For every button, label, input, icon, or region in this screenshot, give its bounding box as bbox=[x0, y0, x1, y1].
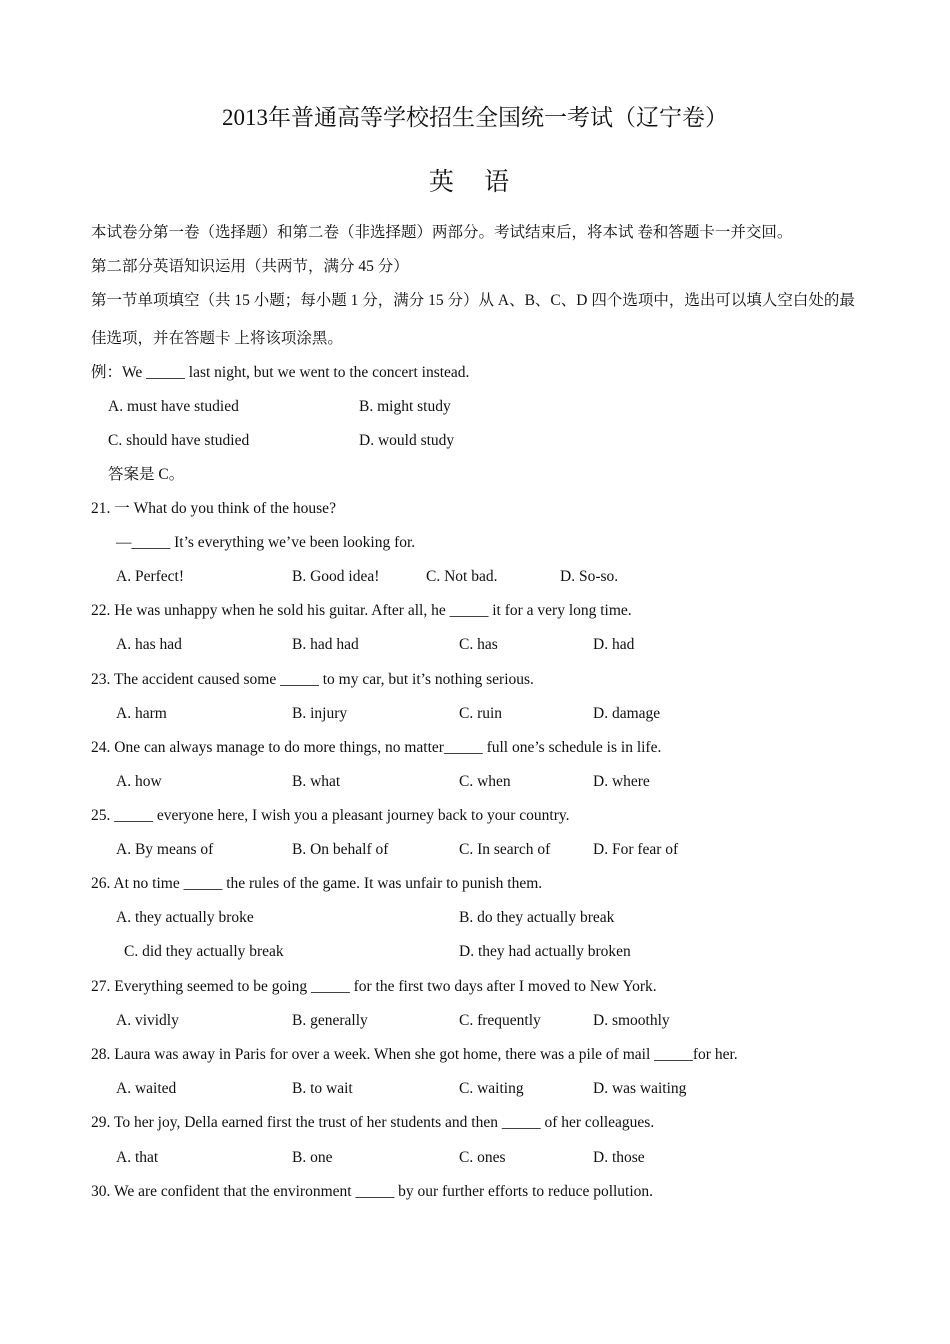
intro-line-3: 第一节单项填空（共 15 小题；每小题 1 分，满分 15 分）从 A、B、C、D 四个选项中，选出可以填人空白处的最 bbox=[91, 292, 855, 309]
example-answer: 答案是 C。 bbox=[108, 466, 185, 483]
question-29-option-a: A. that bbox=[116, 1149, 159, 1166]
question-23-option-d: D. damage bbox=[593, 705, 661, 722]
question-24-option-a: A. how bbox=[116, 773, 162, 790]
question-26-stem: 26. At no time _____ the rules of the game. It was unfair to punish them. bbox=[91, 875, 543, 892]
question-21-stem-2: —_____ It’s everything we’ve been looking for. bbox=[116, 534, 416, 551]
question-26-option-c: C. did they actually break bbox=[124, 943, 284, 960]
question-27-option-a: A. vividly bbox=[116, 1012, 179, 1029]
question-25-option-c: C. In search of bbox=[459, 841, 551, 858]
example-option-b: B. might study bbox=[359, 398, 451, 415]
question-29-option-c: C. ones bbox=[459, 1149, 506, 1166]
question-22-option-b: B. had had bbox=[292, 636, 359, 653]
question-24-stem: 24. One can always manage to do more things, no matter_____ full one’s schedule is in life. bbox=[91, 739, 662, 756]
question-21-option-b: B. Good idea! bbox=[292, 568, 380, 585]
question-23-option-a: A. harm bbox=[116, 705, 167, 722]
question-25-option-b: B. On behalf of bbox=[292, 841, 389, 858]
question-27-option-c: C. frequently bbox=[459, 1012, 541, 1029]
question-25-stem: 25. _____ everyone here, I wish you a pleasant journey back to your country. bbox=[91, 807, 570, 824]
question-24-option-d: D. where bbox=[593, 773, 650, 790]
question-23-stem: 23. The accident caused some _____ to my car, but it’s nothing serious. bbox=[91, 671, 534, 688]
question-26-option-a: A. they actually broke bbox=[116, 909, 254, 926]
question-25-option-d: D. For fear of bbox=[593, 841, 679, 858]
question-30-stem: 30. We are confident that the environment _____ by our further efforts to reduce pollution. bbox=[91, 1183, 654, 1200]
question-24-option-c: C. when bbox=[459, 773, 511, 790]
question-27-option-d: D. smoothly bbox=[593, 1012, 670, 1029]
example-option-c: C. should have studied bbox=[108, 432, 250, 449]
question-27-stem: 27. Everything seemed to be going _____ for the first two days after I moved to New York. bbox=[91, 978, 657, 995]
question-23-option-b: B. injury bbox=[292, 705, 348, 722]
intro-line-1: 本试卷分第一卷（选择题）和第二卷（非选择题）两部分。考试结束后，将本试 卷和答题卡一并交回。 bbox=[91, 224, 793, 241]
question-22-option-d: D. had bbox=[593, 636, 635, 653]
question-29-option-d: D. those bbox=[593, 1149, 645, 1166]
example-option-d: D. would study bbox=[359, 432, 455, 449]
example-stem: 例：We _____ last night, but we went to the concert instead. bbox=[91, 364, 470, 381]
question-21-option-d: D. So-so. bbox=[560, 568, 619, 585]
question-23-option-c: C. ruin bbox=[459, 705, 503, 722]
question-26-option-d: D. they had actually broken bbox=[459, 943, 631, 960]
question-28-stem: 28. Laura was away in Paris for over a week. When she got home, there was a pile of mail _____for her. bbox=[91, 1046, 738, 1063]
question-28-option-d: D. was waiting bbox=[593, 1080, 687, 1097]
question-22-stem: 22. He was unhappy when he sold his guitar. After all, he _____ it for a very long time. bbox=[91, 602, 632, 619]
question-28-option-c: C. waiting bbox=[459, 1080, 524, 1097]
intro-line-4: 佳选项，并在答题卡 上将该项涂黑。 bbox=[91, 330, 343, 347]
intro-line-2: 第二部分英语知识运用（共两节，满分 45 分） bbox=[91, 258, 409, 275]
question-25-option-a: A. By means of bbox=[116, 841, 214, 858]
question-29-option-b: B. one bbox=[292, 1149, 333, 1166]
question-22-option-a: A. has had bbox=[116, 636, 182, 653]
exam-title: 2013年普通高等学校招生全国统一考试（辽宁卷） bbox=[222, 105, 728, 130]
question-29-stem: 29. To her joy, Della earned first the trust of her students and then _____ of her colleagues. bbox=[91, 1114, 655, 1131]
subject-heading: 英 语 bbox=[428, 169, 522, 196]
question-21-option-c: C. Not bad. bbox=[426, 568, 498, 585]
question-21-option-a: A. Perfect! bbox=[116, 568, 184, 585]
example-option-a: A. must have studied bbox=[108, 398, 239, 415]
question-24-option-b: B. what bbox=[292, 773, 341, 790]
question-26-option-b: B. do they actually break bbox=[459, 909, 615, 926]
question-28-option-b: B. to wait bbox=[292, 1080, 353, 1097]
question-21-stem: 21. 一 What do you think of the house? bbox=[91, 500, 336, 517]
question-22-option-c: C. has bbox=[459, 636, 498, 653]
question-27-option-b: B. generally bbox=[292, 1012, 368, 1029]
question-28-option-a: A. waited bbox=[116, 1080, 177, 1097]
